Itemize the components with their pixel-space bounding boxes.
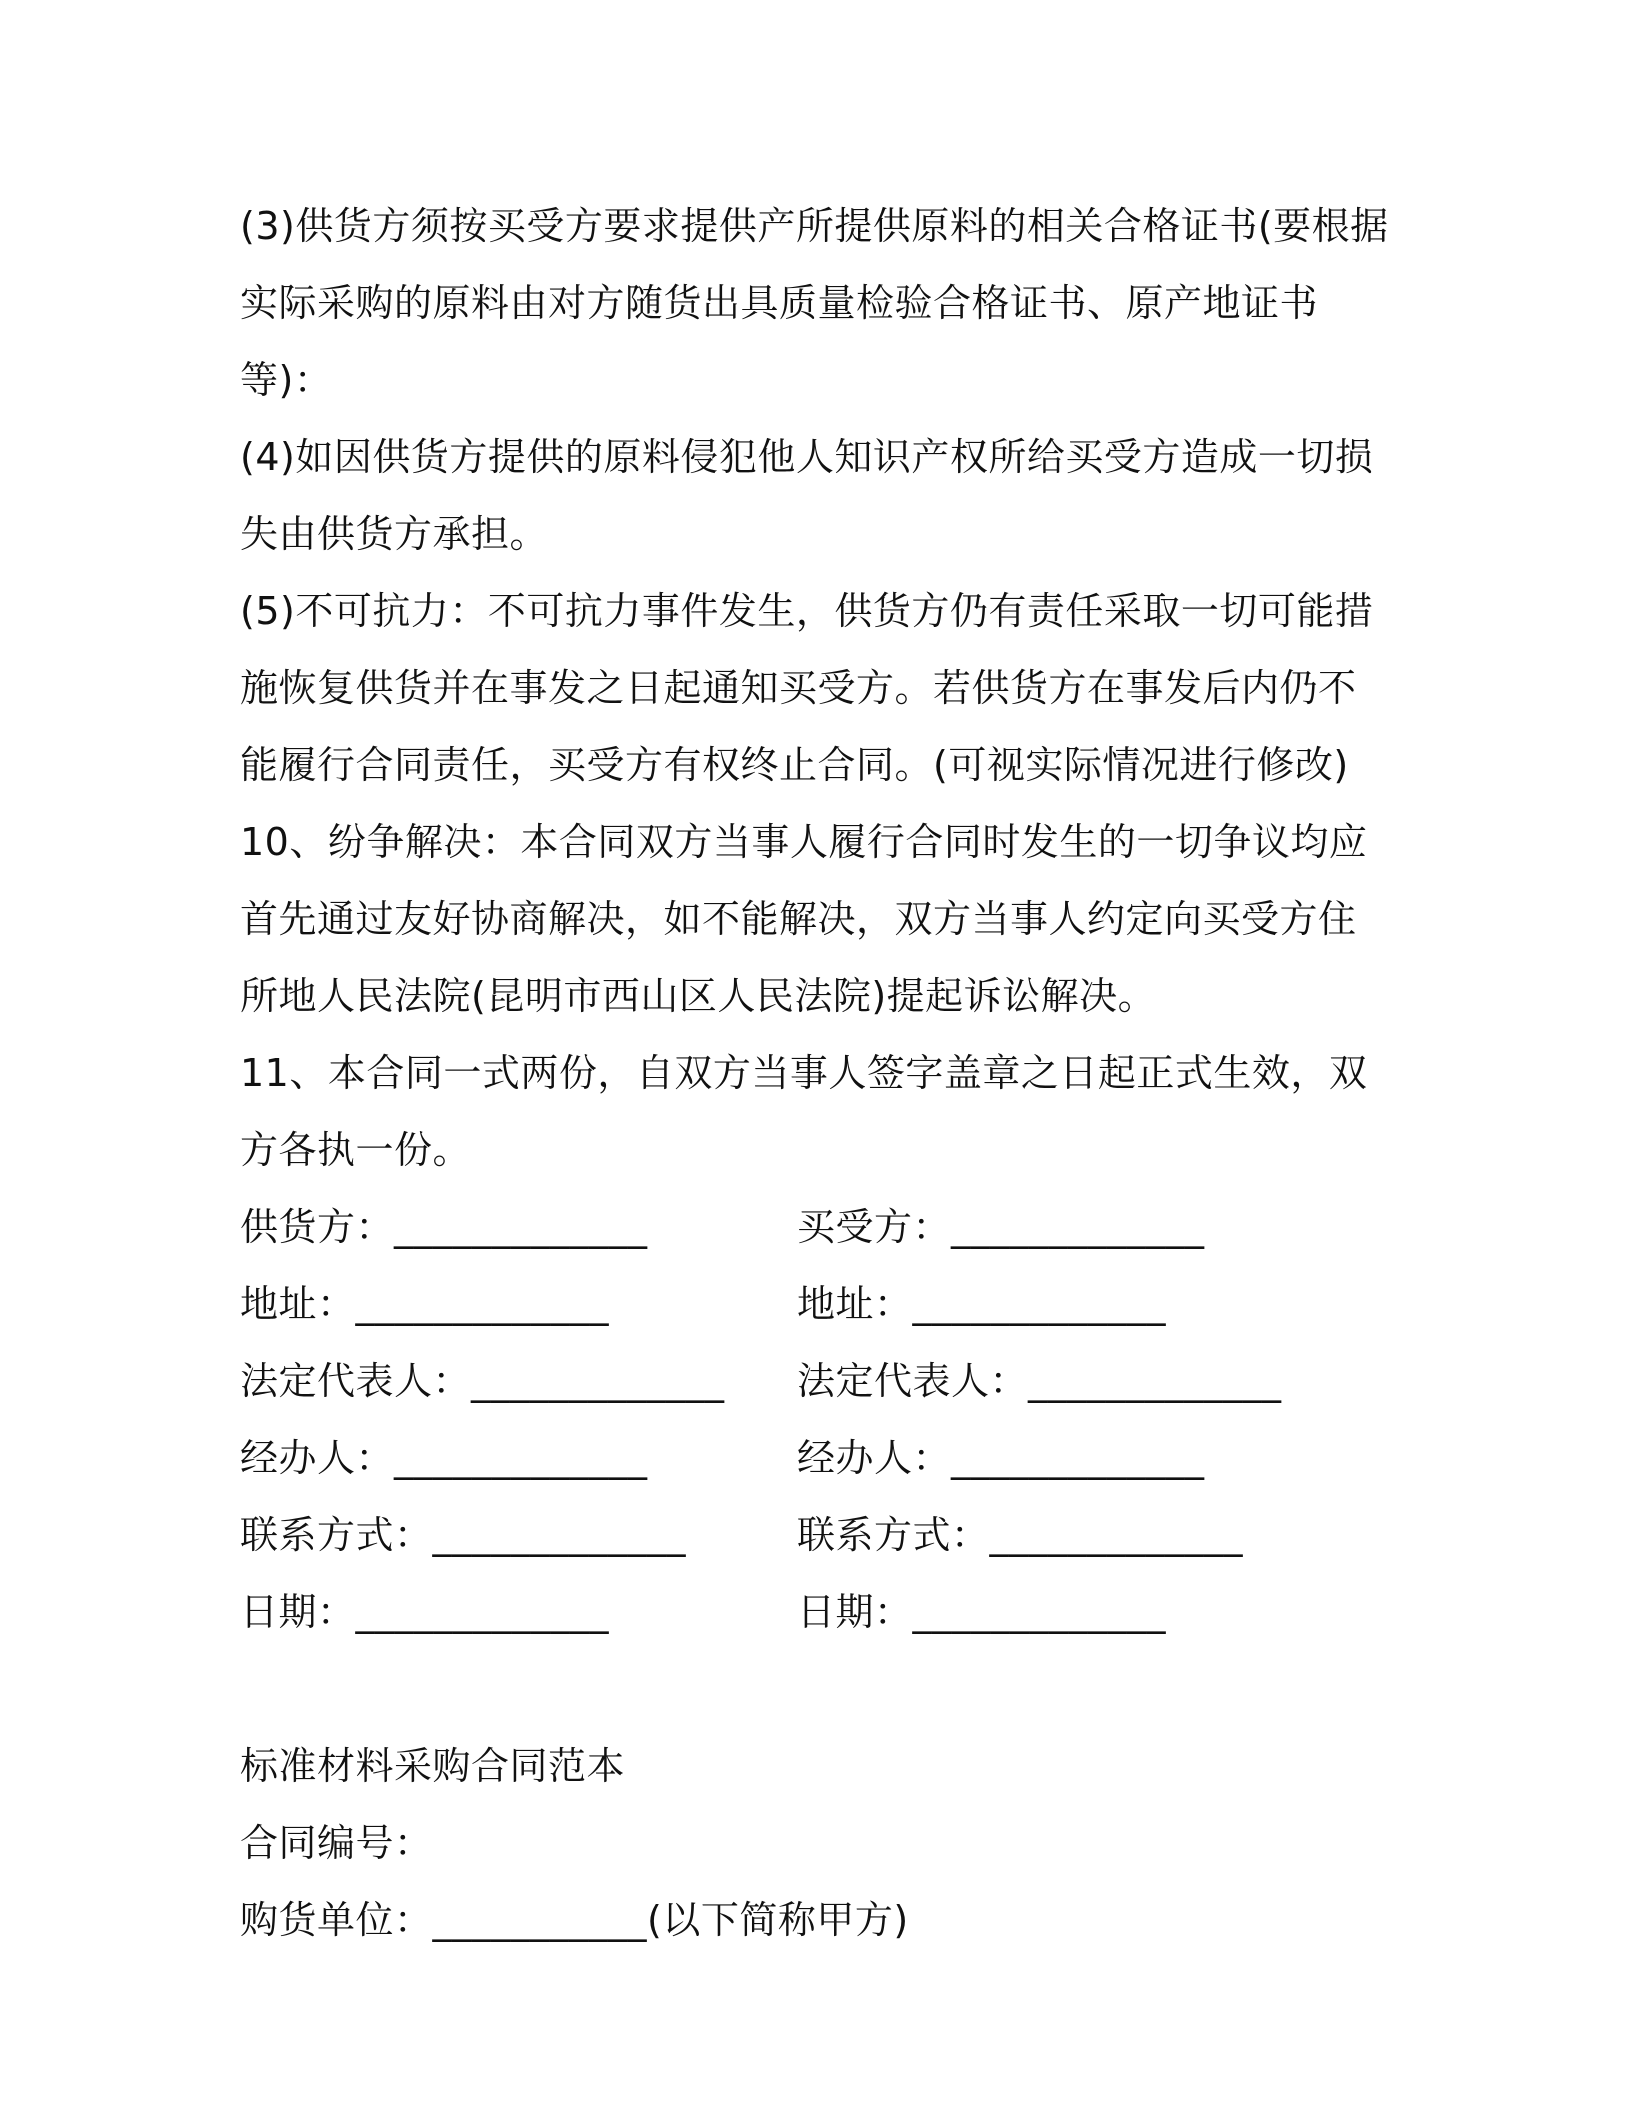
section-spacer xyxy=(240,1651,1390,1728)
supplier-date-field: 日期：_____________ xyxy=(240,1590,610,1634)
signature-row xyxy=(240,1497,1390,1574)
signature-row xyxy=(240,1574,1390,1651)
contract-number-label: 合同编号： xyxy=(240,1821,433,1865)
supplier-field: 供货方：_____________ xyxy=(240,1205,648,1249)
supplier-contact-field: 联系方式：_____________ xyxy=(240,1513,687,1557)
buyer-unit-line: 购货单位：___________(以下简称甲方) xyxy=(240,1898,909,1942)
clause-5-force-majeure: (5)不可抗力：不可抗力事件发生，供货方仍有责任采取一切可能措施恢复供货并在事发之日起通知买受方。若供货方在事发后内仍不能履行合同责任，买受方有权终止合同。(可视实际情况进行修改) xyxy=(240,589,1374,787)
supplier-agent-field: 经办人：_____________ xyxy=(240,1436,648,1480)
supplier-legal-rep-field: 法定代表人：_____________ xyxy=(240,1359,725,1403)
signature-row xyxy=(240,1189,1390,1266)
buyer-address-field: 地址：_____________ xyxy=(797,1282,1167,1326)
signature-row xyxy=(240,1343,1390,1420)
document-body xyxy=(240,188,1390,1959)
clause-11-effectiveness: 11、本合同一式两份，自双方当事人签字盖章之日起正式生效，双方各执一份。 xyxy=(240,1051,1368,1172)
buyer-date-field: 日期：_____________ xyxy=(797,1590,1167,1634)
supplier-address-field: 地址：_____________ xyxy=(240,1282,610,1326)
signature-block xyxy=(240,1189,1390,1651)
buyer-field: 买受方：_____________ xyxy=(797,1205,1205,1249)
clause-3: (3)供货方须按买受方要求提供产所提供原料的相关合格证书(要根据实际采购的原料由对方随货出具质量检验合格证书、原产地证书等)： xyxy=(240,204,1389,402)
buyer-agent-field: 经办人：_____________ xyxy=(797,1436,1205,1480)
signature-row xyxy=(240,1266,1390,1343)
clause-10-dispute-resolution: 10、纷争解决：本合同双方当事人履行合同时发生的一切争议均应首先通过友好协商解决，如不能解决，双方当事人约定向买受方住所地人民法院(昆明市西山区人民法院)提起诉讼解决。 xyxy=(240,820,1368,1018)
buyer-contact-field: 联系方式：_____________ xyxy=(797,1513,1244,1557)
clause-4: (4)如因供货方提供的原料侵犯他人知识产权所给买受方造成一切损失由供货方承担。 xyxy=(240,435,1374,556)
buyer-legal-rep-field: 法定代表人：_____________ xyxy=(797,1359,1282,1403)
signature-row xyxy=(240,1420,1390,1497)
next-doc-title: 标准材料采购合同范本 xyxy=(240,1744,626,1788)
